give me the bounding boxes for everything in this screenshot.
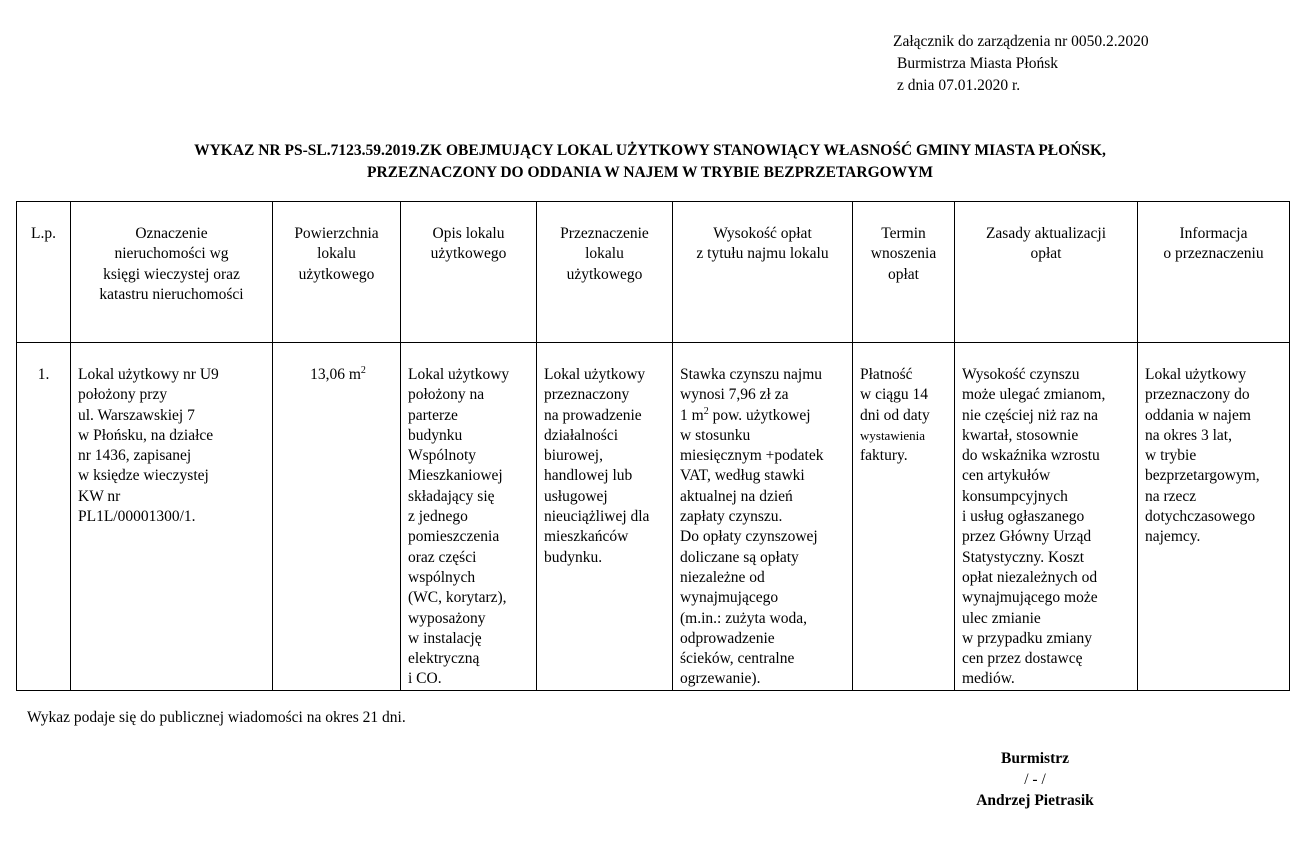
text-line: cen artykułów [962,467,1051,485]
text-line: na prowadzenie [544,406,642,424]
signature-role: Burmistrz [1000,750,1069,767]
text-line: lokalu [317,245,356,263]
cell-info [1138,343,1290,691]
header-description [401,202,537,343]
document-title [0,140,1300,184]
fee-line-2: wynosi 7,96 zł za [680,386,789,404]
text-line: dotychczasowego [1145,508,1256,526]
title-line-1: WYKAZ NR PS-SL.7123.59.2019.ZK OBEJMUJĄCY LOKAL UŻYTKOWY STANOWIĄCY WŁASNOŚĆ GMINY MIASTA PŁOŃSK, [194,142,1106,159]
text-line: użytkowego [566,265,643,283]
text-line: doliczane są opłaty [680,548,799,566]
text-line: usługowej [544,487,608,505]
text-line: KW nr [78,487,121,505]
cell-term [853,343,955,691]
text-line: wyposażony [408,609,486,627]
text-line: konsumpcyjnych [962,487,1068,505]
header-info [1138,202,1290,343]
annex-line-3: z dnia 07.01.2020 r. [897,77,1021,94]
text-line: Zasady aktualizacji [985,225,1107,242]
text-line: w trybie [1145,447,1197,465]
text-line: i CO. [408,670,442,688]
area-unit-sup: 2 [360,364,366,376]
text-line: cen przez dostawcę [962,650,1083,668]
fee-unit: 1 m [680,406,704,424]
text-line: nie częściej niż raz na [962,406,1098,424]
text-line: przeznaczony do [1145,386,1250,404]
text-line: Lokal użytkowy [544,366,646,383]
text-line: Wysokość opłat [713,225,812,242]
text-lines [78,365,268,527]
header-designation [71,202,273,343]
text-lines [959,224,1133,265]
text-line: (m.in.: zużyta woda, [680,609,807,627]
text-lines [408,365,532,690]
header-lp [17,202,71,343]
text-lines [75,224,268,305]
area-value: 13,06 m [310,366,361,383]
text-line: na rzecz [1145,487,1197,505]
text-line: nieuciążliwej dla [544,508,650,526]
term-small: wystawienia [860,427,925,443]
text-line: w stosunku [680,426,751,444]
publication-note: Wykaz podaje się do publicznej wiadomości na okres 21 dni. [27,709,406,726]
text-line: Oznaczenie [135,225,208,242]
fee-unit-sup: 2 [703,405,709,417]
text-line: Statystyczny. Koszt [962,548,1085,566]
text-line: składający się [408,487,495,505]
text-line: użytkowego [298,265,375,283]
text-line: do wskaźnika wzrostu [962,447,1100,465]
header-area [273,202,401,343]
text-line: ulec zmianie [962,609,1041,627]
text-line: położony na [408,386,485,404]
header-term [853,202,955,343]
text-lines [677,224,848,265]
text-line: przeznaczony [544,386,630,404]
text-line: kwartał, stosownie [962,426,1079,444]
text-line: w Płońsku, na działce [78,426,214,444]
text-line: ogrzewanie). [680,670,761,688]
text-line: odprowadzenie [680,629,775,647]
text-line: użytkowego [430,245,507,263]
text-line: wynajmującego [680,589,779,607]
text-line: przez Główny Urząd [962,528,1092,546]
text-line: najemcy. [1145,528,1201,546]
text-line: (WC, korytarz), [408,589,507,607]
cell-rules [955,343,1138,691]
text-line: Powierzchnia [294,225,379,242]
text-line: księgi wieczystej oraz [103,265,240,283]
text-line: nieruchomości wg [114,245,229,263]
text-line: miesięcznym +podatek [680,447,824,465]
text-lines [1145,365,1285,548]
text-line: biurowej, [544,447,603,465]
cell-purpose [537,343,673,691]
text-line: wnoszenia [870,245,937,263]
text-line: ul. Warszawskiej 7 [78,406,195,424]
text-line: wspólnych [408,568,476,586]
header-rules [955,202,1138,343]
text-line: może ulegać zmianom, [962,386,1106,404]
text-line: zapłaty czynszu. [680,508,783,526]
text-line: i usług ogłaszanego [962,508,1085,526]
text-lines [21,224,66,244]
annex-line-2: Burmistrza Miasta Płońsk [897,55,1059,72]
text-line: o przeznaczeniu [1163,245,1264,263]
text-line: ścieków, centralne [680,650,795,668]
text-line: w instalację [408,629,482,647]
text-lines [544,365,668,568]
text-line: położony przy [78,386,168,404]
cell-description [401,343,537,691]
text-line: katastru nieruchomości [99,285,244,303]
header-fee [673,202,853,343]
cell-lp: 1. [17,343,71,691]
text-line: L.p. [31,225,56,242]
text-lines [680,426,848,690]
text-lines [277,224,396,285]
text-line: niezależne od [680,568,765,586]
text-line: parterze [408,406,458,424]
signature-name: Andrzej Pietrasik [976,792,1094,809]
text-line: opłat [888,265,919,283]
text-line: Przeznaczenie [560,225,649,242]
text-line: VAT, według stawki [680,467,805,485]
text-line: PL1L/00001300/1. [78,508,196,526]
text-line: aktualnej na dzień [680,487,793,505]
text-line: Płatność [860,366,913,383]
text-line: w księdze wieczystej [78,467,209,485]
text-line: z jednego [408,508,468,526]
text-line: Termin [881,225,926,242]
property-list-table [16,201,1290,691]
text-line: Wysokość czynszu [962,366,1080,383]
text-line: w ciągu 14 [860,386,929,404]
text-lines [541,224,668,285]
cell-fee [673,343,853,691]
text-line: handlowej lub [544,467,633,485]
text-line: mieszkańców [544,528,629,546]
text-line: Lokal użytkowy [408,366,510,383]
text-line: budynku [408,426,463,444]
text-lines [1142,224,1285,265]
fee-line-1: Stawka czynszu najmu [680,366,823,383]
text-line: dni od daty [860,406,930,424]
text-line: na okres 3 lat, [1145,426,1232,444]
text-line: oraz części [408,548,477,566]
text-line: bezprzetargowym, [1145,467,1260,485]
table-header-row [17,202,1290,343]
signature-mark: / - / [1024,771,1046,788]
text-line: w przypadku zmiany [962,629,1092,647]
annex-line-1: Załącznik do zarządzenia nr 0050.2.2020 [893,33,1149,50]
text-line: Opis lokalu [432,225,505,242]
text-line: Do opłaty czynszowej [680,528,818,546]
text-lines [962,365,1133,690]
text-line: Informacja [1179,225,1248,242]
text-line: oddania w najem [1145,406,1251,424]
text-lines [857,224,950,285]
fee-unit-rest: pow. użytkowej [708,406,811,424]
text-line: lokalu [585,245,624,263]
text-line: nr 1436, zapisanej [78,447,192,465]
text-line: budynku. [544,548,603,566]
text-line: działalności [544,426,619,444]
text-line: elektryczną [408,650,480,668]
text-line: Mieszkaniowej [408,467,503,485]
text-line: pomieszczenia [408,528,500,546]
text-line: Lokal użytkowy [1145,366,1247,383]
text-line: Wspólnoty [408,447,477,465]
table-row [17,343,1290,691]
cell-designation [71,343,273,691]
signature-block [940,748,1130,811]
text-line: mediów. [962,670,1015,688]
annex-header [893,31,1149,97]
text-line: opłat [1030,245,1062,263]
text-line: Lokal użytkowy nr U9 [78,366,219,383]
text-line: z tytułu najmu lokalu [696,245,829,263]
fee-line-3 [680,406,848,426]
cell-area [273,343,401,691]
header-purpose [537,202,673,343]
term-last: faktury. [860,447,908,465]
text-line: opłat niezależnych od [962,568,1098,586]
title-line-2: PRZEZNACZONY DO ODDANIA W NAJEM W TRYBIE BEZPRZETARGOWYM [367,164,933,181]
text-lines [405,224,532,265]
text-lines [860,365,950,426]
text-line: wynajmującego może [962,589,1098,607]
